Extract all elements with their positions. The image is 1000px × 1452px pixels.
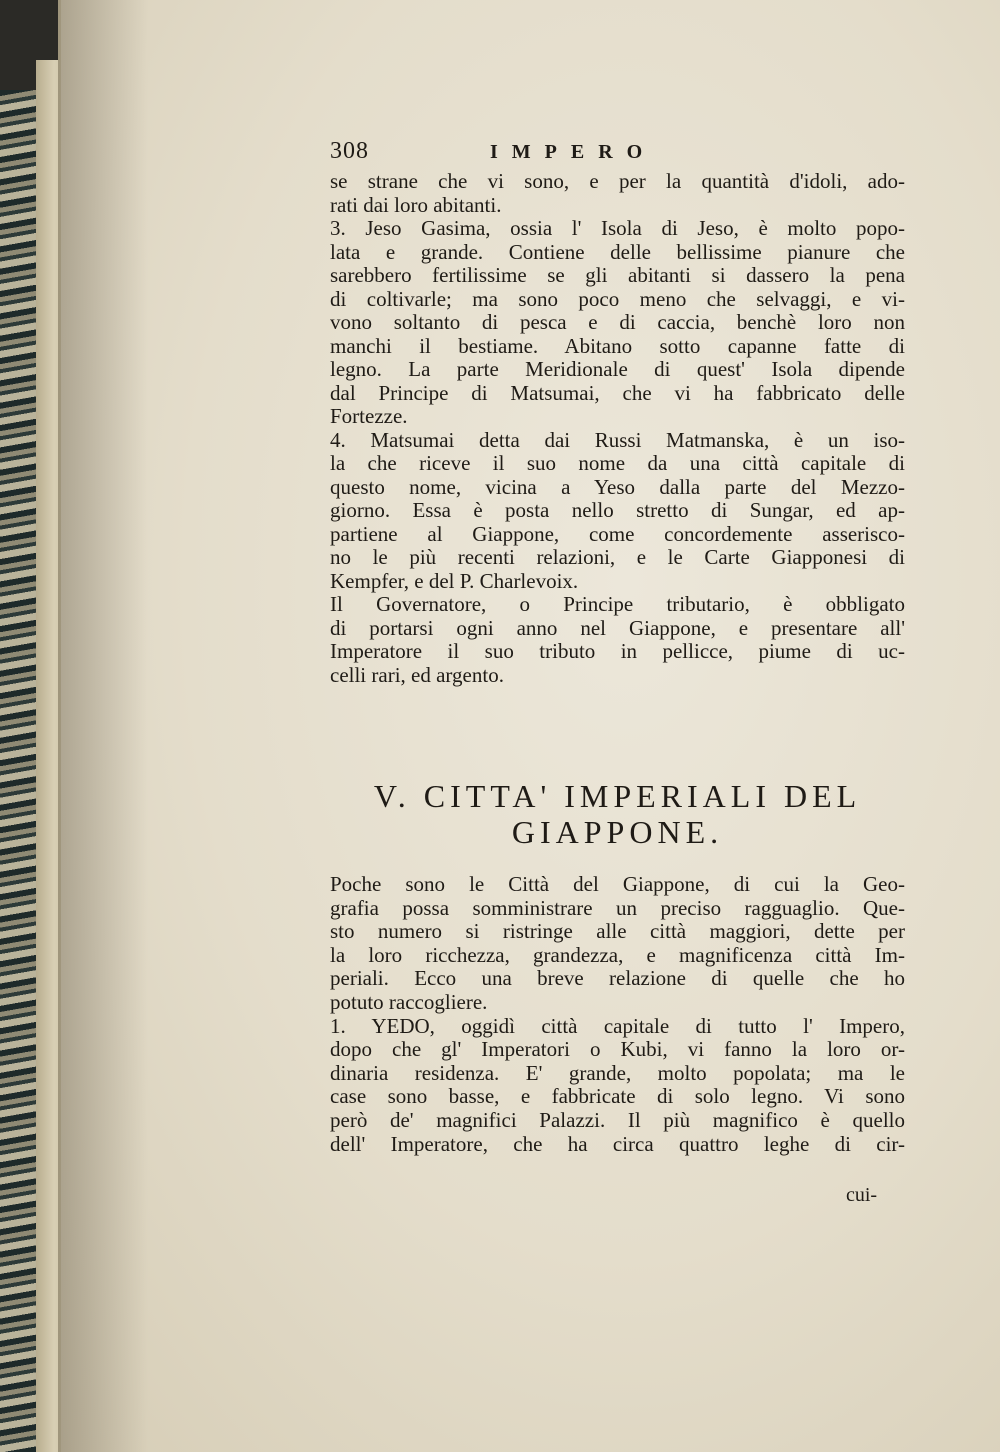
page-header (330, 138, 905, 170)
text-line: se strane che vi sono, e per la quantità d'idoli, ado- (330, 169, 905, 193)
text-line: celli rari, ed argento. (330, 662, 504, 687)
text-line: periali. Ecco una breve relazione di quelle che ho (330, 966, 905, 991)
section-heading-line-2: GIAPPONE. (511, 814, 724, 850)
text-line: vono soltanto di pesca e di caccia, benchè loro non (330, 310, 905, 334)
text-line: 1. YEDO, oggidì città capitale di tutto l' Impero, (330, 1013, 905, 1038)
text-line: dal Principe di Matsumai, che vi ha fabbricato delle (330, 380, 905, 405)
text-line: di coltivarle; ma sono poco meno che selvaggi, e vi- (330, 286, 905, 311)
text-line: rati dai loro abitanti. (330, 192, 502, 217)
text-line: giorno. Essa è posta nello stretto di Sungar, ed ap- (330, 498, 905, 522)
lower-text (330, 873, 905, 1156)
catchword: cui- (846, 1184, 878, 1206)
text-line: 4. Matsumai detta dai Russi Matmanska, è un iso- (330, 427, 905, 452)
page-number: 308 (330, 138, 369, 164)
text-line: però de' magnifici Palazzi. Il più magnifico è quello (330, 1107, 905, 1132)
running-head: IMPERO (490, 141, 657, 163)
text-line: partiene al Giappone, come concordemente asserisco- (330, 521, 905, 546)
text-line: manchi il bestiame. Abitano sotto capanne fatte di (330, 333, 905, 358)
text-line: sto numero si ristringe alle città maggiori, dette per (330, 919, 905, 944)
text-line: la loro ricchezza, grandezza, e magnificenza città Im- (330, 942, 905, 967)
text-line: Kempfer, e del P. Charlevoix. (330, 568, 579, 593)
text-line: dinaria residenza. E' grande, molto popolata; ma le (330, 1060, 905, 1085)
text-line: no le più recenti relazioni, e le Carte Giapponesi di (330, 545, 905, 569)
text-line: 3. Jeso Gasima, ossia l' Isola di Jeso, è molto popo- (330, 216, 905, 240)
text-line: Fortezze. (330, 404, 408, 428)
text-line: Poche sono le Città del Giappone, di cui la Geo- (330, 872, 905, 896)
text-line: Imperatore il suo tributo in pellicce, piume di uc- (330, 639, 905, 663)
text-line: di portarsi ogni anno nel Giappone, e presentare all' (330, 615, 905, 640)
section-heading-line-1: V. CITTA' IMPERIALI DEL (373, 778, 862, 814)
text-line: lata e grande. Contiene delle bellissime pianure che (330, 239, 905, 264)
text-line: dopo che gl' Imperatori o Kubi, vi fanno la loro or- (330, 1037, 905, 1062)
text-line: dell' Imperatore, che ha circa quattro leghe di cir- (330, 1131, 905, 1156)
text-line: questo nome, vicina a Yeso dalla parte del Mezzo- (330, 474, 905, 499)
text-line: la che riceve il suo nome da una città capitale di (330, 451, 905, 475)
text-line: sarebbero fertilissime se gli abitanti si dassero la pena (330, 263, 905, 287)
upper-text (330, 138, 905, 687)
gutter-shadow (58, 0, 148, 1452)
text-line: case sono basse, e fabbricate di solo legno. Vi sono (330, 1084, 905, 1109)
text-line: legno. La parte Meridionale di quest' Isola dipende (330, 357, 905, 381)
text-line: grafia possa somministrare un preciso ragguaglio. Que- (330, 895, 905, 920)
text-line: Il Governatore, o Principe tributario, è obbligato (330, 592, 905, 616)
text-line: potuto raccogliere. (330, 989, 488, 1014)
